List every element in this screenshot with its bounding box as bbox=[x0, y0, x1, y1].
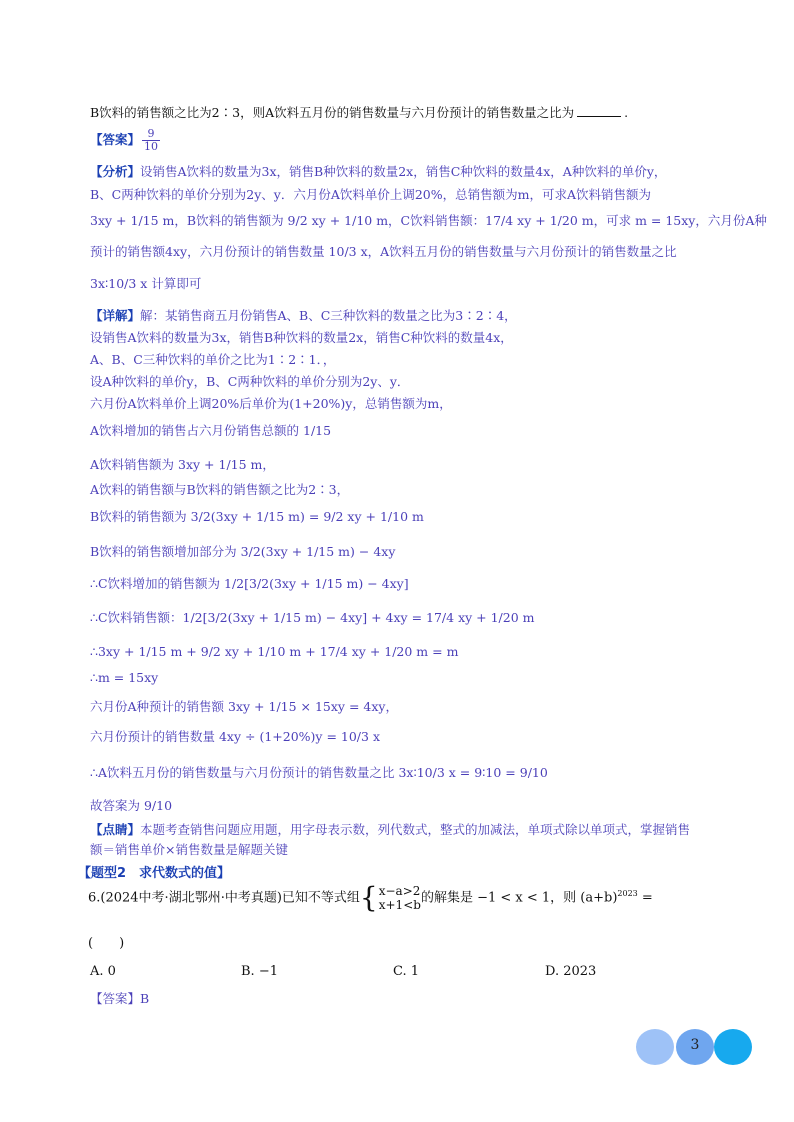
point-line-2 bbox=[90, 841, 288, 859]
point-text: 本题考查销售问题应用题，用字母表示数，列代数式，整式的加减法，单项式除以单项式，掌握销售 bbox=[140, 822, 691, 837]
inequality-row-1: x−a>2 bbox=[378, 884, 421, 898]
detail-text: A、B、C三种饮料的单价之比为1∶2∶1．， bbox=[90, 352, 336, 367]
detail-line-2 bbox=[90, 329, 513, 347]
detail-text: ∴C饮料销售额：1/2[3/2(3xy + 1/15 m) − 4xy] + 4xy = 17/4 xy + 1/20 m bbox=[90, 610, 535, 625]
point-tag: 【点睛】 bbox=[90, 822, 141, 837]
analysis-text: B、C两种饮料的单价分别为2y、y．六月份A饮料单价上调20%，总销售额为m，可求A饮料销售额为 bbox=[90, 187, 652, 202]
analysis-text: 3x∶10/3 x 计算即可 bbox=[90, 276, 202, 291]
detail-text: A饮料销售额为 3xy + 1/15 m， bbox=[90, 457, 275, 472]
point-line-1 bbox=[90, 821, 690, 839]
analysis-line-1 bbox=[90, 163, 666, 181]
detail-line-6 bbox=[90, 422, 331, 440]
detail-line-12 bbox=[90, 609, 535, 627]
detail-text: 六月份A种预计的销售额 3xy + 1/15 × 15xy = 4xy， bbox=[90, 699, 398, 714]
question-6-answer: 【答案】B bbox=[90, 991, 150, 1006]
detail-tag: 【详解】 bbox=[90, 308, 141, 323]
question-continuation bbox=[90, 104, 628, 122]
page-circle-decor bbox=[714, 1029, 752, 1065]
detail-text: ∴C饮料增加的销售额为 1/2[3/2(3xy + 1/15 m) − 4xy] bbox=[90, 576, 409, 591]
detail-line-13 bbox=[90, 643, 458, 661]
detail-line-1 bbox=[90, 307, 517, 325]
detail-line-5 bbox=[90, 395, 452, 413]
question-text: B饮料的销售额之比为2∶3，则A饮料五月份的销售数量与六月份预计的销售数量之比为 bbox=[90, 105, 575, 120]
question-6-paren: ( ) bbox=[88, 936, 125, 951]
page-circle-decor bbox=[636, 1029, 674, 1065]
analysis-line-4 bbox=[90, 243, 677, 261]
question-6-prefix: 6.(2024中考·湖北鄂州·中考真题)已知不等式组 bbox=[88, 890, 360, 906]
detail-text: ∴m = 15xy bbox=[90, 670, 159, 685]
detail-line-3 bbox=[90, 351, 335, 369]
detail-line-10 bbox=[90, 543, 395, 561]
option-d: D. 2023 bbox=[545, 964, 597, 979]
detail-line-15 bbox=[90, 698, 398, 716]
page-number: 3 bbox=[690, 1037, 700, 1053]
answer-numerator: 9 bbox=[142, 128, 160, 141]
analysis-tag: 【分析】 bbox=[90, 164, 141, 179]
answer-blank bbox=[577, 116, 621, 117]
analysis-line-2 bbox=[90, 186, 651, 204]
point-text: 额＝销售单价×销售数量是解题关键 bbox=[90, 842, 288, 857]
answer-line bbox=[90, 128, 162, 153]
detail-text: A饮料的销售额与B饮料的销售额之比为2∶3， bbox=[90, 482, 350, 497]
detail-text: B饮料的销售额增加部分为 3/2(3xy + 1/15 m) − 4xy bbox=[90, 544, 396, 559]
equals-sign: = bbox=[637, 890, 653, 906]
question-6-suffix: 的解集是 −1 < x < 1，则 (a+b) bbox=[420, 890, 618, 906]
detail-text: 解：某销售商五月份销售A、B、C三种饮料的数量之比为3∶2∶4， bbox=[140, 308, 517, 323]
detail-line-8 bbox=[90, 481, 349, 499]
inequality-row-2: x+1<b bbox=[378, 898, 421, 912]
page-number-badge bbox=[636, 1029, 752, 1065]
detail-text: 六月份预计的销售数量 4xy ÷ (1+20%)y = 10/3 x bbox=[90, 729, 380, 744]
option-b: B. −1 bbox=[241, 964, 278, 979]
detail-line-11 bbox=[90, 575, 409, 593]
detail-line-16 bbox=[90, 728, 380, 746]
detail-text: ∴3xy + 1/15 m + 9/2 xy + 1/10 m + 17/4 xy + 1/20 m = m bbox=[90, 644, 459, 659]
detail-text: 设A种饮料的单价y，B、C两种饮料的单价分别为2y、y． bbox=[90, 374, 410, 389]
detail-line-14 bbox=[90, 669, 158, 687]
analysis-text: 预计的销售额4xy，六月份预计的销售数量 10/3 x，A饮料五月份的销售数量与六月份预计的销售数量之比 bbox=[90, 244, 677, 259]
detail-text: A饮料增加的销售占六月份销售总额的 1/15 bbox=[90, 423, 332, 438]
analysis-line-3 bbox=[90, 212, 767, 230]
detail-line-17 bbox=[90, 764, 548, 782]
analysis-line-5 bbox=[90, 275, 201, 293]
answer-denominator: 10 bbox=[144, 140, 159, 153]
question-end: . bbox=[624, 105, 629, 120]
detail-text: ∴A饮料五月份的销售数量与六月份预计的销售数量之比 3x∶10/3 x = 9∶10 = 9/10 bbox=[90, 765, 548, 780]
detail-line-7 bbox=[90, 456, 275, 474]
analysis-text: 设销售A饮料的数量为3x，销售B种饮料的数量2x，销售C种饮料的数量4x，A种饮料的单价y， bbox=[140, 164, 667, 179]
detail-line-9 bbox=[90, 508, 424, 526]
question-6 bbox=[88, 881, 653, 914]
detail-text: 六月份A饮料单价上调20%后单价为(1+20%)y，总销售额为m， bbox=[90, 396, 452, 411]
option-a: A. 0 bbox=[90, 964, 116, 979]
detail-line-18 bbox=[90, 797, 172, 815]
answer-tag: 【答案】 bbox=[90, 132, 141, 147]
brace-icon: { bbox=[359, 881, 378, 914]
detail-line-4 bbox=[90, 373, 409, 391]
answer-fraction bbox=[142, 128, 160, 153]
detail-text: B饮料的销售额为 3/2(3xy + 1/15 m) = 9/2 xy + 1/10 m bbox=[90, 509, 424, 524]
inequality-system bbox=[379, 884, 421, 912]
section-heading: 【题型2 求代数式的值】 bbox=[78, 866, 231, 881]
detail-text: 设销售A饮料的数量为3x，销售B种饮料的数量2x，销售C种饮料的数量4x， bbox=[90, 330, 513, 345]
detail-text: 故答案为 9/10 bbox=[90, 798, 173, 813]
analysis-text: 3xy + 1/15 m，B饮料的销售额为 9/2 xy + 1/10 m，C饮料销售额：17/4 xy + 1/20 m，可求 m = 15xy，六月份A种 bbox=[90, 213, 767, 228]
option-c: C. 1 bbox=[393, 964, 420, 979]
exponent: 2023 bbox=[617, 889, 638, 899]
